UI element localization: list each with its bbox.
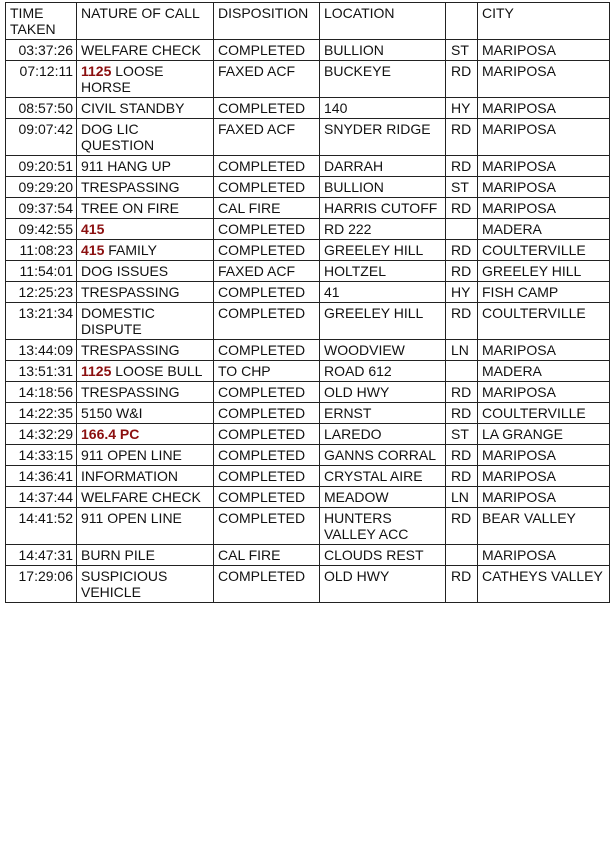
call-code: 1125 [81,63,112,79]
nature-cell [77,198,214,219]
time-cell: 09:29:20 [6,177,77,198]
table-row [6,403,610,424]
city-cell: MARIPOSA [478,340,610,361]
time-cell: 13:44:09 [6,340,77,361]
header-city: CITY [478,3,610,40]
location-cell: WOODVIEW [320,340,446,361]
disposition-cell: COMPLETED [214,303,320,340]
location-cell: ERNST [320,403,446,424]
time-cell: 13:51:31 [6,361,77,382]
nature-text: FAMILY [108,242,158,258]
city-cell: MARIPOSA [478,445,610,466]
header-suffix [446,3,478,40]
disposition-cell: COMPLETED [214,282,320,303]
table-row [6,466,610,487]
disposition-cell: FAXED ACF [214,61,320,98]
location-cell: RD 222 [320,219,446,240]
nature-text: TRESPASSING [81,342,180,358]
suffix-cell: RD [446,403,478,424]
nature-cell [77,240,214,261]
location-cell: SNYDER RIDGE [320,119,446,156]
disposition-cell: COMPLETED [214,382,320,403]
location-cell: HARRIS CUTOFF [320,198,446,219]
suffix-cell: RD [446,303,478,340]
city-cell: MARIPOSA [478,98,610,119]
table-row [6,303,610,340]
city-cell: MARIPOSA [478,466,610,487]
disposition-cell: COMPLETED [214,508,320,545]
disposition-cell: COMPLETED [214,98,320,119]
suffix-cell: RD [446,156,478,177]
nature-cell [77,445,214,466]
header-row [6,3,610,40]
table-row [6,282,610,303]
nature-cell [77,487,214,508]
suffix-cell: ST [446,40,478,61]
city-cell: GREELEY HILL [478,261,610,282]
location-cell: 140 [320,98,446,119]
call-code: 415 [81,221,105,237]
table-row [6,98,610,119]
nature-cell [77,219,214,240]
city-cell: BEAR VALLEY [478,508,610,545]
city-cell: MADERA [478,219,610,240]
city-cell: MARIPOSA [478,61,610,98]
location-cell: HUNTERS VALLEY ACC [320,508,446,545]
time-cell: 14:47:31 [6,545,77,566]
suffix-cell: ST [446,424,478,445]
time-cell: 14:22:35 [6,403,77,424]
location-cell: LAREDO [320,424,446,445]
suffix-cell: RD [446,466,478,487]
city-cell: MARIPOSA [478,40,610,61]
table-row [6,261,610,282]
nature-text: TRESPASSING [81,284,180,300]
time-cell: 09:07:42 [6,119,77,156]
table-row [6,508,610,545]
nature-cell [77,466,214,487]
table-row [6,198,610,219]
location-cell: HOLTZEL [320,261,446,282]
nature-text: 911 OPEN LINE [81,447,182,463]
location-cell: CRYSTAL AIRE [320,466,446,487]
suffix-cell [446,361,478,382]
time-cell: 09:42:55 [6,219,77,240]
suffix-cell: RD [446,445,478,466]
city-cell: MARIPOSA [478,119,610,156]
suffix-cell: RD [446,382,478,403]
suffix-cell: LN [446,487,478,508]
nature-text: 911 OPEN LINE [81,510,182,526]
table-row [6,566,610,603]
table-row [6,61,610,98]
disposition-cell: COMPLETED [214,177,320,198]
table-row [6,156,610,177]
table-row [6,382,610,403]
call-log-table [5,2,610,603]
city-cell: COULTERVILLE [478,303,610,340]
time-cell: 13:21:34 [6,303,77,340]
table-row [6,340,610,361]
nature-text: DOG LIC QUESTION [81,121,155,153]
nature-text: TRESPASSING [81,179,180,195]
nature-cell [77,545,214,566]
time-cell: 14:33:15 [6,445,77,466]
time-cell: 14:36:41 [6,466,77,487]
time-cell: 08:57:50 [6,98,77,119]
nature-text: DOMESTIC DISPUTE [81,305,155,337]
nature-cell [77,382,214,403]
table-row [6,240,610,261]
city-cell: MARIPOSA [478,545,610,566]
disposition-cell: CAL FIRE [214,198,320,219]
disposition-cell: COMPLETED [214,340,320,361]
header-disposition: DISPOSITION [214,3,320,40]
city-cell: MARIPOSA [478,177,610,198]
nature-cell [77,261,214,282]
location-cell: OLD HWY [320,382,446,403]
location-cell: GREELEY HILL [320,240,446,261]
call-log-body [6,40,610,603]
location-cell: DARRAH [320,156,446,177]
header-nature: NATURE OF CALL [77,3,214,40]
table-row [6,445,610,466]
suffix-cell: LN [446,340,478,361]
nature-cell [77,566,214,603]
nature-text: INFORMATION [81,468,178,484]
nature-text: 5150 W&I [81,405,143,421]
nature-text: LOOSE HORSE [81,63,164,95]
disposition-cell: COMPLETED [214,156,320,177]
nature-text: DOG ISSUES [81,263,169,279]
table-row [6,545,610,566]
location-cell: 41 [320,282,446,303]
nature-cell [77,177,214,198]
table-row [6,119,610,156]
disposition-cell: CAL FIRE [214,545,320,566]
time-cell: 11:08:23 [6,240,77,261]
city-cell: COULTERVILLE [478,403,610,424]
nature-cell [77,40,214,61]
nature-cell [77,282,214,303]
nature-text: TREE ON FIRE [81,200,180,216]
disposition-cell: COMPLETED [214,424,320,445]
table-row [6,177,610,198]
nature-text: BURN PILE [81,547,155,563]
call-code: 1125 [81,363,112,379]
nature-cell [77,508,214,545]
time-cell: 12:25:23 [6,282,77,303]
nature-text: WELFARE CHECK [81,42,201,58]
location-cell: GANNS CORRAL [320,445,446,466]
nature-cell [77,303,214,340]
suffix-cell: RD [446,240,478,261]
suffix-cell: RD [446,261,478,282]
nature-cell [77,61,214,98]
disposition-cell: COMPLETED [214,566,320,603]
time-cell: 14:18:56 [6,382,77,403]
disposition-cell: COMPLETED [214,487,320,508]
nature-text: LOOSE BULL [115,363,203,379]
city-cell: FISH CAMP [478,282,610,303]
location-cell: CLOUDS REST [320,545,446,566]
city-cell: LA GRANGE [478,424,610,445]
city-cell: MARIPOSA [478,156,610,177]
table-row [6,219,610,240]
time-cell: 14:41:52 [6,508,77,545]
time-cell: 09:20:51 [6,156,77,177]
location-cell: ROAD 612 [320,361,446,382]
suffix-cell: RD [446,61,478,98]
suffix-cell [446,219,478,240]
city-cell: CATHEYS VALLEY [478,566,610,603]
nature-text: WELFARE CHECK [81,489,201,505]
suffix-cell: RD [446,119,478,156]
disposition-cell: FAXED ACF [214,119,320,156]
disposition-cell: COMPLETED [214,466,320,487]
city-cell: MADERA [478,361,610,382]
disposition-cell: TO CHP [214,361,320,382]
time-cell: 11:54:01 [6,261,77,282]
disposition-cell: COMPLETED [214,403,320,424]
disposition-cell: COMPLETED [214,219,320,240]
location-cell: BULLION [320,177,446,198]
location-cell: OLD HWY [320,566,446,603]
header-location: LOCATION [320,3,446,40]
table-row [6,361,610,382]
disposition-cell: COMPLETED [214,240,320,261]
suffix-cell: HY [446,282,478,303]
suffix-cell: ST [446,177,478,198]
nature-text: CIVIL STANDBY [81,100,185,116]
time-cell: 09:37:54 [6,198,77,219]
disposition-cell: COMPLETED [214,445,320,466]
suffix-cell: HY [446,98,478,119]
nature-cell [77,340,214,361]
nature-cell [77,424,214,445]
location-cell: BULLION [320,40,446,61]
nature-text: 911 HANG UP [81,158,171,174]
table-row [6,424,610,445]
city-cell: COULTERVILLE [478,240,610,261]
nature-text: SUSPICIOUS VEHICLE [81,568,168,600]
nature-text: TRESPASSING [81,384,180,400]
disposition-cell: FAXED ACF [214,261,320,282]
table-row [6,487,610,508]
time-cell: 07:12:11 [6,61,77,98]
nature-cell [77,361,214,382]
suffix-cell: RD [446,508,478,545]
location-cell: GREELEY HILL [320,303,446,340]
nature-cell [77,98,214,119]
time-cell: 14:37:44 [6,487,77,508]
location-cell: MEADOW [320,487,446,508]
time-cell: 14:32:29 [6,424,77,445]
call-code: 166.4 PC [81,426,140,442]
table-row [6,40,610,61]
nature-cell [77,403,214,424]
suffix-cell: RD [446,566,478,603]
suffix-cell [446,545,478,566]
city-cell: MARIPOSA [478,198,610,219]
time-cell: 03:37:26 [6,40,77,61]
header-time: TIME TAKEN [6,3,77,40]
call-code: 415 [81,242,105,258]
city-cell: MARIPOSA [478,382,610,403]
nature-cell [77,156,214,177]
disposition-cell: COMPLETED [214,40,320,61]
location-cell: BUCKEYE [320,61,446,98]
city-cell: MARIPOSA [478,487,610,508]
time-cell: 17:29:06 [6,566,77,603]
nature-cell [77,119,214,156]
suffix-cell: RD [446,198,478,219]
